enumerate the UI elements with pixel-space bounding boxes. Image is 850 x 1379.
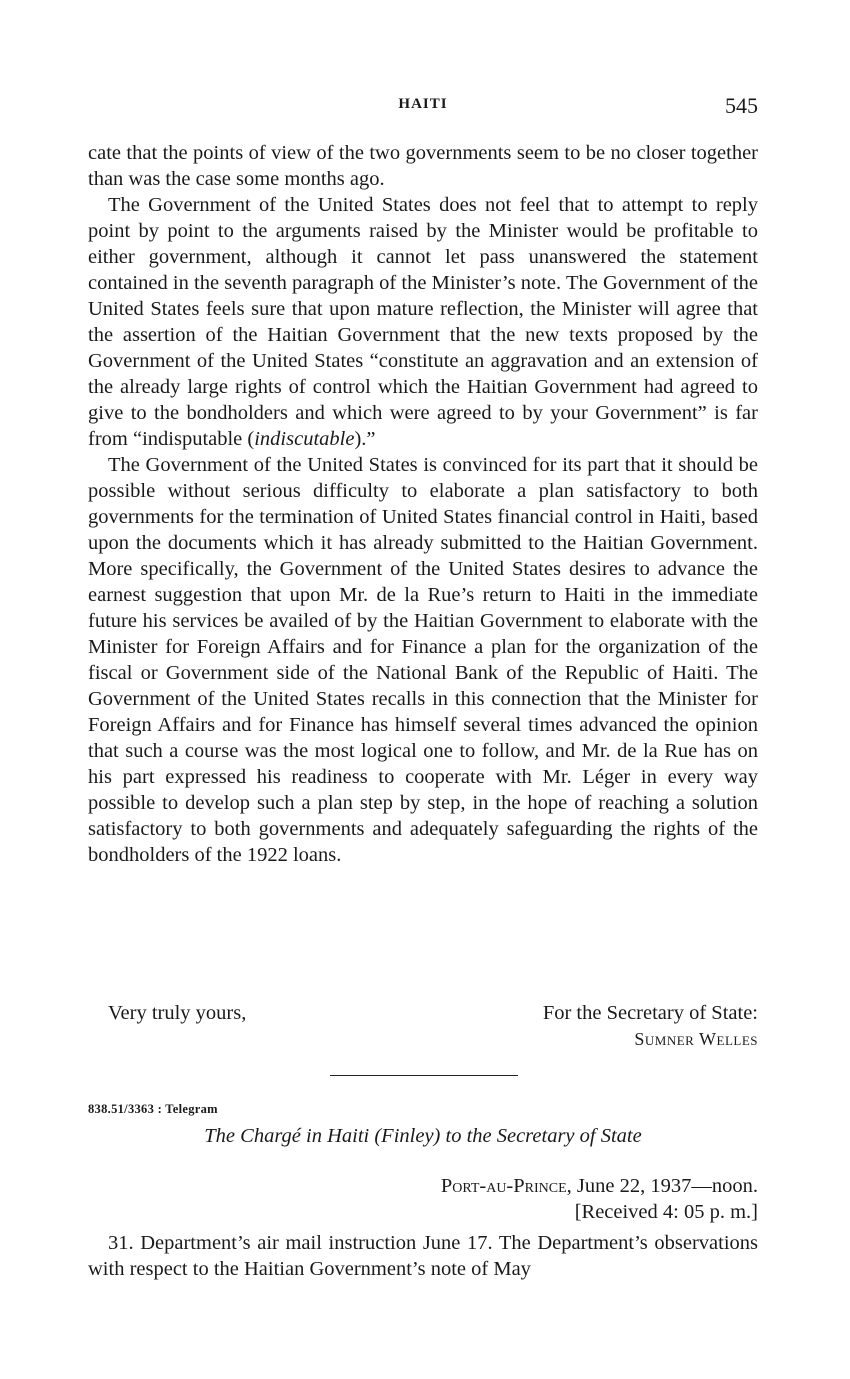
document-title: The Chargé in Haiti (Finley) to the Secretary of State [204,1125,642,1147]
received-line: [Received 4: 05 p. m.] [574,1201,758,1223]
running-title: HAITI [398,96,448,112]
date: , June 22, 1937—noon. [566,1175,758,1197]
paragraph-seventh-paragraph-reply [88,192,758,452]
paragraph-de-la-rue-proposal: The Government of the United States is convinced for its part that it should be possible without serious difficulty to elaborate a plan satisfactory to both governments for the termination of United States financial control in Haiti, based upon the documents which it has already submitted to the Haitian Government. More specifically, the Government of the United States desires to advance the earnest suggestion that upon Mr. de la Rue’s return to Haiti in the immediate future his services be availed of by the Haitian Government to elaborate with the Minister for Foreign Affairs and for Finance a plan for the organization of the fiscal or Government side of the National Bank of the Republic of Haiti. The Government of the United States recalls in this connection that the Minister for Foreign Affairs and for Finance has himself several times advanced the opinion that such a course was the most logical one to follow, and Mr. de la Rue has on his part expressed his readiness to cooperate with Mr. Léger in every way possible to develop such a plan step by step, in the hope of reaching a solution satisfactory to both governments and adequately safeguarding the rights of the bondholders of the 1922 loans. [88,454,758,866]
paragraph-text: The Government of the United States does not feel that to attempt to reply point by point to the arguments raised by the Minister would be profitable to either government, although it cannot let pass unanswered the statement contained in the seventh paragraph of the Minister’s note. The Government of the United States feels sure that upon mature reflection, the Minister will agree that the assertion of the Haitian Government that the new texts proposed by the Government of the United States “constitute an aggravation and an extension of the already large rights of control which the Haitian Government had agreed to give to the bondholders and which were agreed to by your Government” is far from “indisputable ( [88,194,758,450]
file-number: 838.51/3363 : Telegram [88,1102,218,1116]
italic-term: indiscutable [254,428,355,450]
telegram-body [88,1230,758,1282]
place-date [88,1173,758,1199]
letter-body [88,140,758,868]
paragraph-text-end: ).” [354,428,376,450]
dateline [88,1173,758,1225]
salutation: Very truly yours, [108,1002,247,1024]
page-number: 545 [725,93,758,118]
paragraph-continuation: cate that the points of view of the two governments seem to be no closer together than was the case some months ago. [88,142,758,190]
for-secretary-line: For the Secretary of State: [542,1002,758,1024]
letter-closing [88,1000,758,1052]
signature: Sumner Welles [634,1029,758,1049]
running-header [88,93,758,121]
section-divider [330,1075,518,1076]
place: Port-au-Prince [440,1175,567,1197]
telegram-paragraph: 31. Department’s air mail instruction June 17. The Department’s observations with respect to the Haitian Government’s note of May [88,1232,758,1280]
